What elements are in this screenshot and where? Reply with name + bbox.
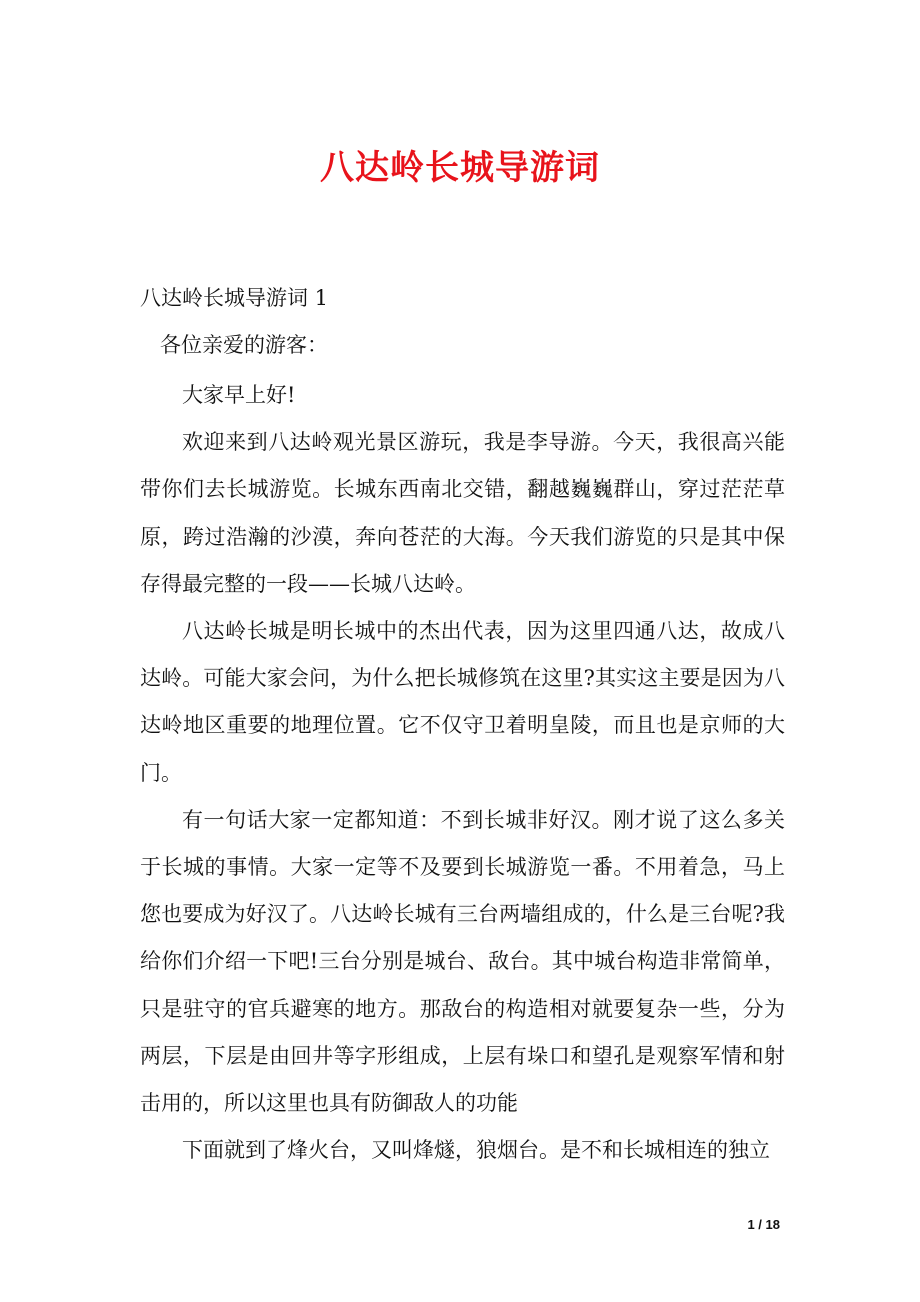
document-title: 八达岭长城导游词 — [320, 148, 600, 188]
paragraph-welcome: 欢迎来到八达岭观光景区游玩，我是李导游。今天，我很高兴能带你们去长城游览。长城东西南北交错，翻越巍巍群山，穿过茫茫草原，跨过浩瀚的沙漠，奔向苍茫的大海。今天我们游览的只是其中保存得最完整的一段——长城八达岭。 — [140, 430, 785, 596]
page-number: 1 / 18 — [747, 1217, 780, 1232]
paragraph-history: 八达岭长城是明长城中的杰出代表，因为这里四通八达，故成八达岭。可能大家会问，为什么把长城修筑在这里?其实这主要是因为八达岭地区重要的地理位置。它不仅守卫着明皇陵，而且也是京师的大门。 — [140, 619, 785, 785]
section-heading: 八达岭长城导游词 1 — [140, 286, 329, 310]
paragraph-beacon-tower: 下面就到了烽火台，又叫烽燧，狼烟台。是不和长城相连的独立 — [182, 1138, 770, 1163]
body-text — [140, 372, 785, 1174]
paragraph-greeting: 大家早上好! — [182, 383, 296, 407]
paragraph-structure: 有一句话大家一定都知道：不到长城非好汉。刚才说了这么多关于长城的事情。大家一定等不及要到长城游览一番。不用着急，马上您也要成为好汉了。八达岭长城有三台两墙组成的，什么是三台呢?我给你们介绍一下吧!三台分别是城台、敌台。其中城台构造非常简单，只是驻守的官兵避寒的地方。那敌台的构造相对就要复杂一些，分为两层，下层是由回井等字形组成，上层有垛口和望孔是观察军情和射击用的，所以这里也具有防御敌人的功能 — [140, 807, 785, 1116]
salutation: 各位亲爱的游客： — [160, 333, 328, 357]
